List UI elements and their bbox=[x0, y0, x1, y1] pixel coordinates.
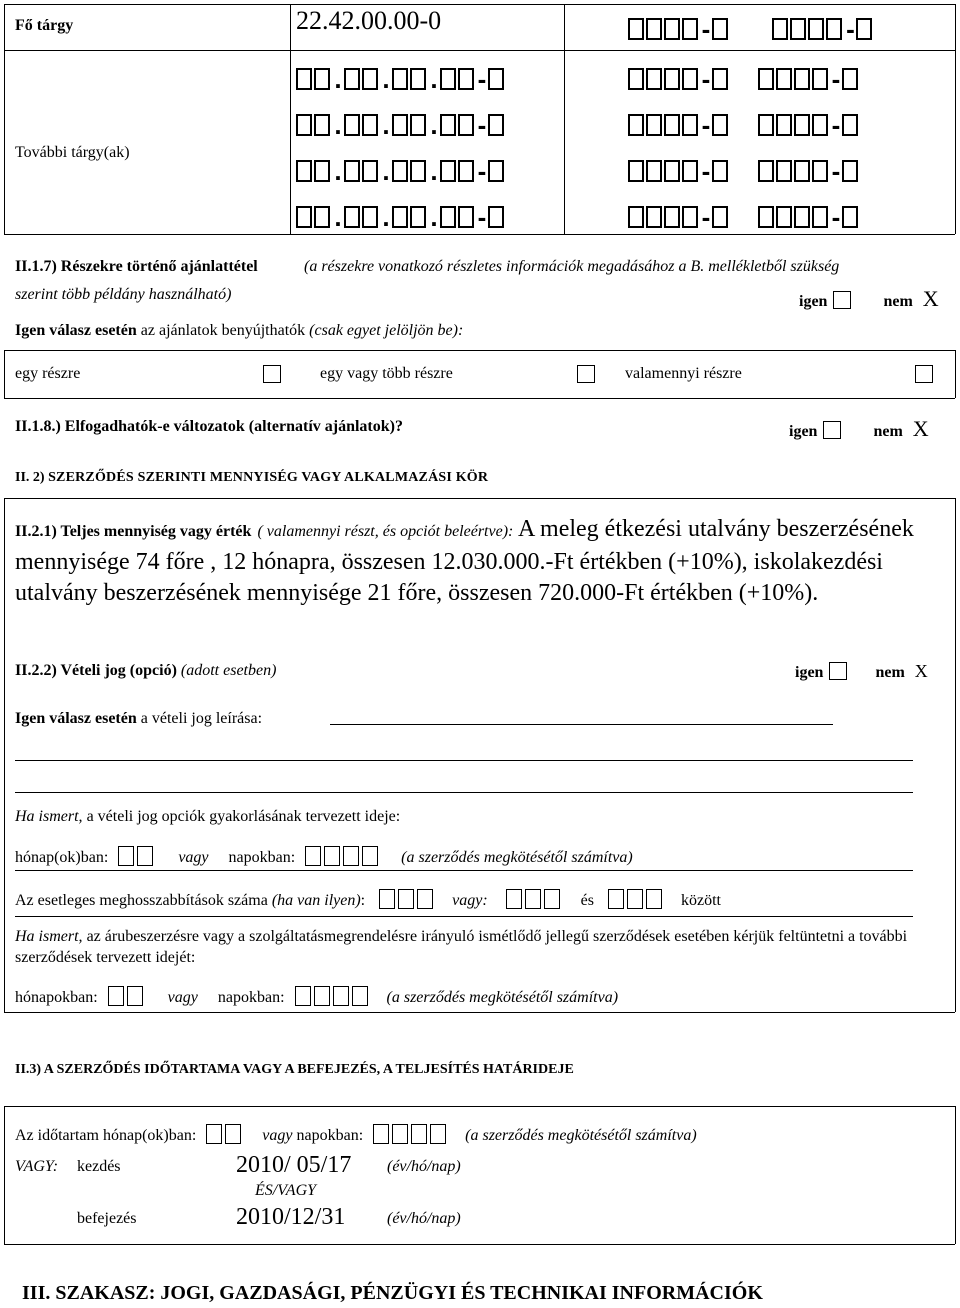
main-object-code: 22.42.00.00-0 bbox=[296, 6, 442, 35]
section-118-title: II.1.8.) Elfogadhatók-e változatok (alternatív ajánlatok)? bbox=[15, 418, 403, 435]
start-label: kezdés bbox=[77, 1158, 121, 1175]
section-117-answer-line: Igen válasz esetén az ajánlatok benyújthatók (csak egyet jelöljön be): bbox=[15, 322, 464, 339]
end-date[interactable]: 2010/12/31 bbox=[236, 1204, 346, 1230]
months-boxes[interactable] bbox=[118, 846, 156, 871]
option-one-part-checkbox[interactable] bbox=[263, 365, 281, 383]
section-117-title: II.1.7) Részekre történő ajánlattétel bbox=[15, 258, 258, 275]
main-object-label: Fő tárgy bbox=[15, 17, 74, 34]
extension-row: Az esetleges meghosszabbítások száma (ha van ilyen): vagy: és között bbox=[15, 889, 721, 914]
option-all-parts-checkbox[interactable] bbox=[915, 365, 933, 383]
extension-count-boxes[interactable] bbox=[379, 889, 436, 914]
days-boxes[interactable] bbox=[373, 1124, 449, 1149]
extension-min-boxes[interactable] bbox=[506, 889, 563, 914]
option-one-part: egy részre bbox=[15, 365, 81, 382]
section-22-heading: II. 2) SZERZŐDÉS SZERINTI MENNYISÉG VAGY ALKALMAZÁSI KÖR bbox=[15, 470, 489, 485]
start-date-format: (év/hó/nap) bbox=[387, 1158, 461, 1175]
further-supplementary-code-boxes[interactable]: - - bbox=[628, 156, 860, 187]
section-222-title: II.2.2) Vételi jog (opció) (adott esetben) bbox=[15, 662, 277, 679]
months-boxes[interactable] bbox=[206, 1124, 244, 1149]
section-3-title: III. SZAKASZ: JOGI, GAZDASÁGI, PÉNZÜGYI ÉS TECHNIKAI INFORMÁCIÓK bbox=[22, 1282, 763, 1304]
option-more-parts-checkbox[interactable] bbox=[577, 365, 595, 383]
section-23-heading: II.3) A SZERZŐDÉS IDŐTARTAMA VAGY A BEFEJEZÉS, A TELJESÍTÉS HATÁRIDEJE bbox=[15, 1062, 574, 1077]
igen-checkbox[interactable] bbox=[823, 421, 841, 439]
further-object-code-boxes[interactable]: . . . - bbox=[296, 202, 506, 233]
further-object-code-boxes[interactable]: . . . - bbox=[296, 156, 506, 187]
and-or-label: ÉS/VAGY bbox=[255, 1182, 317, 1199]
days-boxes[interactable] bbox=[295, 986, 371, 1011]
option-all-parts: valamennyi részre bbox=[625, 365, 742, 382]
section-117-note-line2: szerint több példány használható) bbox=[15, 286, 232, 303]
extension-max-boxes[interactable] bbox=[608, 889, 665, 914]
igen-checkbox[interactable] bbox=[833, 291, 851, 309]
section-118-yes-no: igen nem X bbox=[789, 416, 929, 441]
section-117-yes-no: igen nem X bbox=[799, 286, 939, 311]
nem-mark: X bbox=[914, 661, 928, 681]
option-description-label: Igen válasz esetén a vételi jog leírása: bbox=[15, 710, 263, 727]
days-boxes[interactable] bbox=[305, 846, 381, 871]
option-time-row: hónap(ok)ban: vagy napokban: (a szerződés megkötésétől számítva) bbox=[15, 846, 633, 871]
duration-row: Az időtartam hónap(ok)ban: vagy napokban: (a szerződés megkötésétől számítva) bbox=[15, 1124, 697, 1149]
main-supplementary-code-boxes[interactable]: - - bbox=[628, 14, 874, 45]
section-222-yes-no: igen nem X bbox=[795, 661, 928, 681]
option-more-parts: egy vagy több részre bbox=[320, 365, 453, 382]
further-objects-label: További tárgy(ak) bbox=[15, 144, 130, 161]
end-label: befejezés bbox=[77, 1210, 137, 1227]
further-supplementary-code-boxes[interactable]: - - bbox=[628, 110, 860, 141]
end-date-format: (év/hó/nap) bbox=[387, 1210, 461, 1227]
recurring-time-row: hónapokban: vagy napokban: (a szerződés megkötésétől számítva) bbox=[15, 986, 618, 1011]
option-description-line[interactable] bbox=[15, 792, 913, 793]
section-117-note-line1: (a részekre vonatkozó részletes információk megadásához a B. mellékletből szükség bbox=[304, 258, 840, 275]
start-date[interactable]: 2010/ 05/17 bbox=[236, 1152, 352, 1178]
vagy-label: VAGY: bbox=[15, 1158, 59, 1175]
further-object-code-boxes[interactable]: . . . - bbox=[296, 64, 506, 95]
further-supplementary-code-boxes[interactable]: - - bbox=[628, 64, 860, 95]
option-description-line[interactable] bbox=[330, 724, 833, 725]
further-supplementary-code-boxes[interactable]: - - bbox=[628, 202, 860, 233]
option-description-line[interactable] bbox=[15, 760, 913, 761]
section-221-paragraph: II.2.1) Teljes mennyiség vagy érték ( valamennyi részt, és opciót beleértve): A meleg étkezési utalvány beszerzésének mennyisége 74 főre , 12 hónapra, összesen 12.030.000.-Ft értékben (+10%), iskolakezdési utalvány beszerzésének mennyisége 21 főre, összesen 720.000-Ft értékben (+10%). bbox=[15, 516, 914, 606]
further-object-code-boxes[interactable]: . . . - bbox=[296, 110, 506, 141]
igen-checkbox[interactable] bbox=[829, 662, 847, 680]
nem-mark: X bbox=[912, 416, 929, 441]
option-known-line: Ha ismert, a vételi jog opciók gyakorlásának tervezett ideje: bbox=[15, 808, 401, 825]
months-boxes[interactable] bbox=[108, 986, 146, 1011]
recurring-contracts-paragraph: Ha ismert, az árubeszerzésre vagy a szolgáltatásmegrendelésre irányuló ismétlődő jellegű szerződések esetében kérjük feltüntetni a további szerződések tervezett idejét: bbox=[15, 928, 908, 966]
nem-mark: X bbox=[922, 286, 939, 311]
